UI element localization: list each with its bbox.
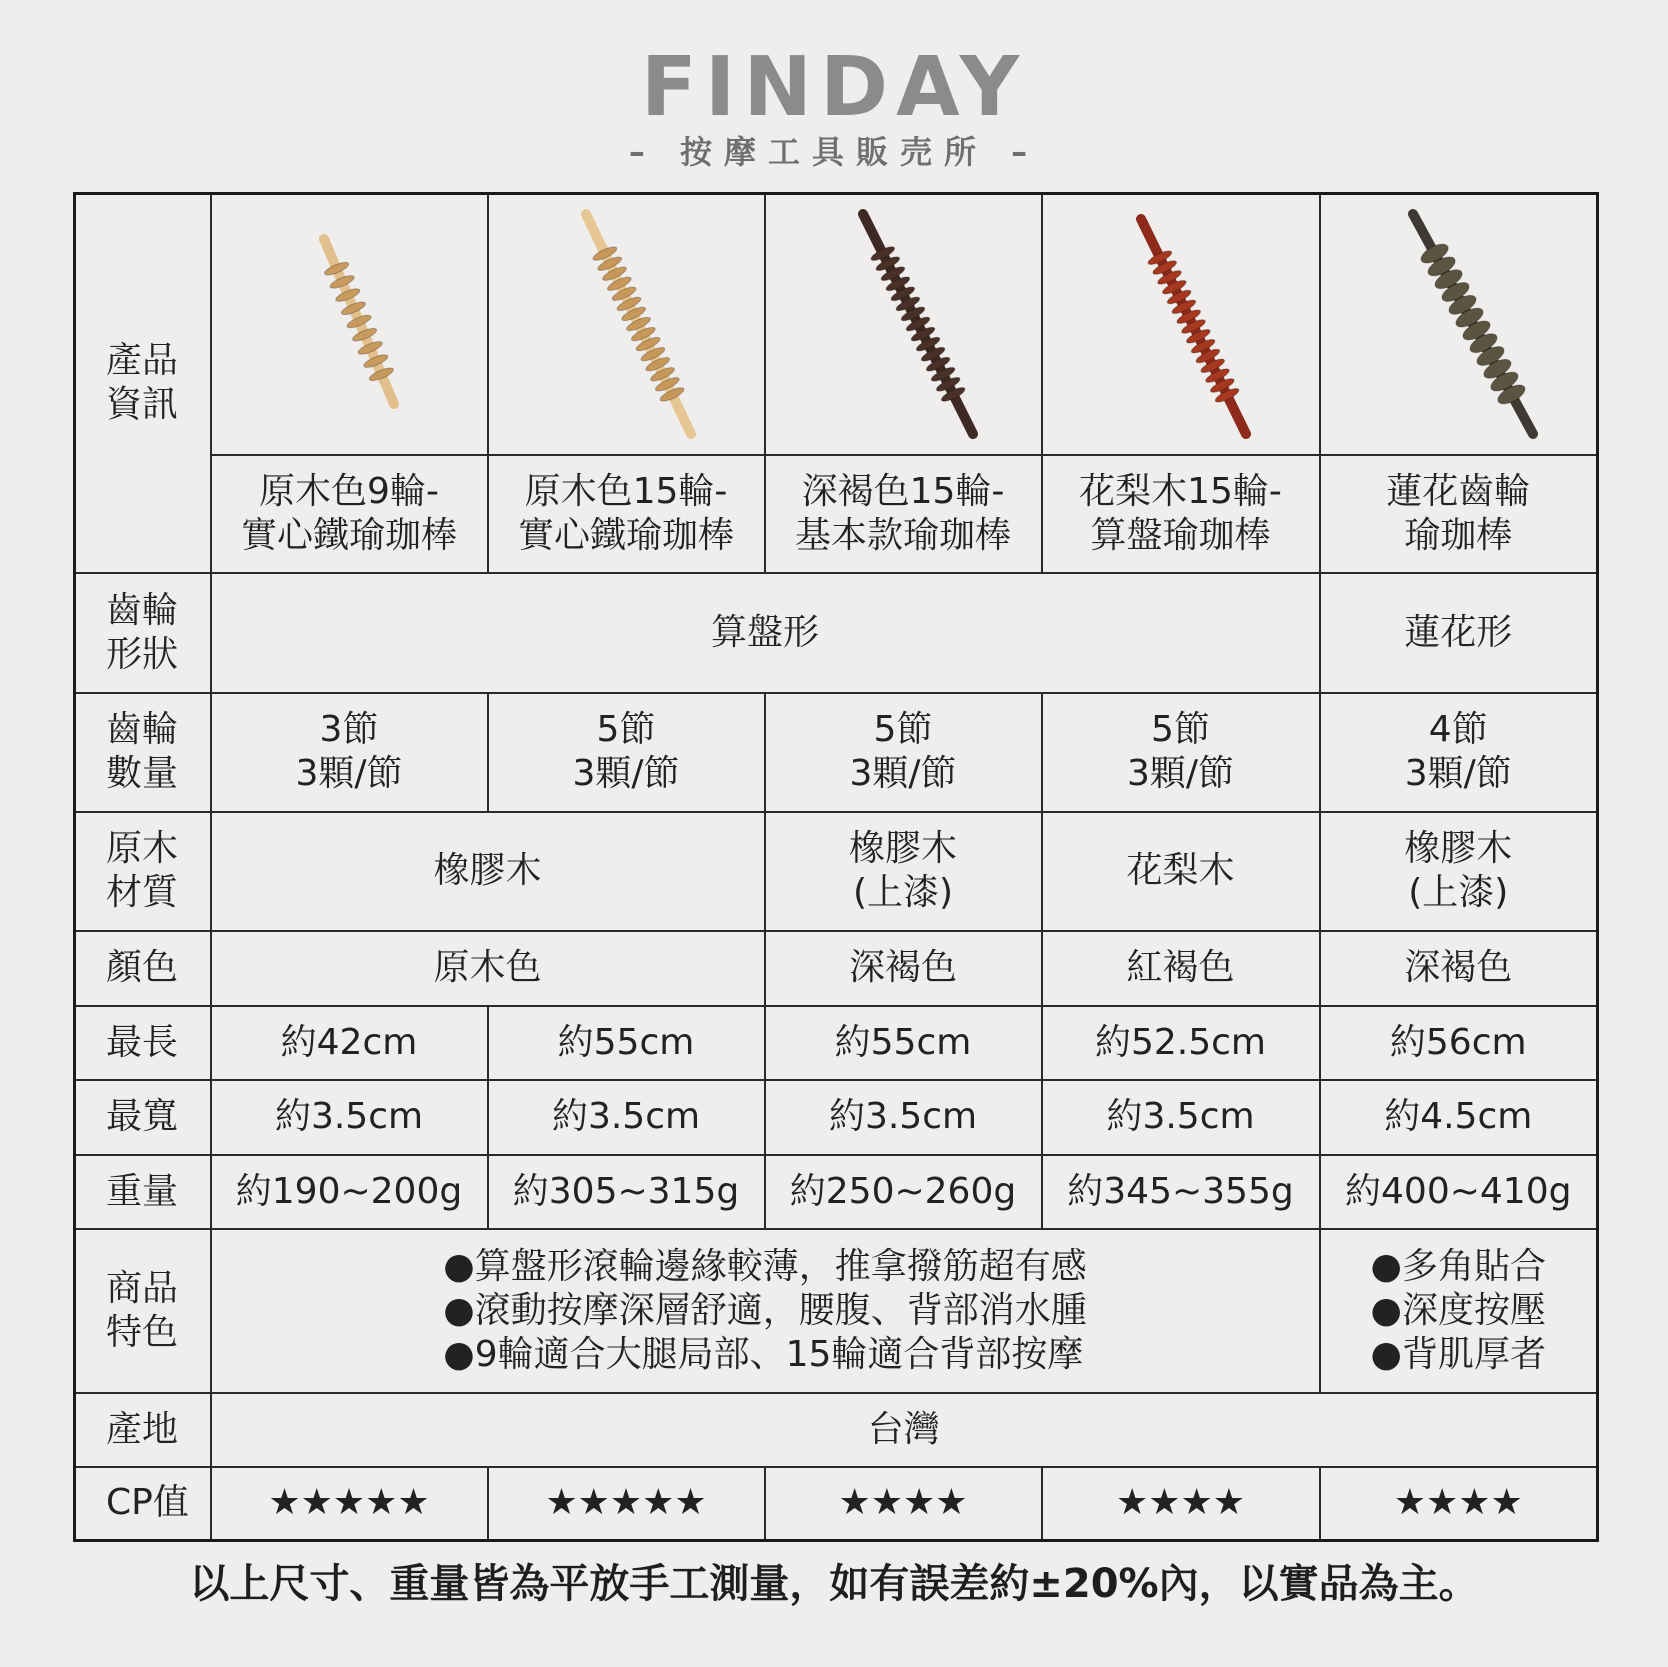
width-value: 約3.5cm xyxy=(488,1080,765,1155)
table-row xyxy=(75,1006,1598,1080)
material-value: 橡膠木 (上漆) xyxy=(765,812,1042,931)
gear-count: 4節 3顆/節 xyxy=(1320,693,1598,812)
table-row xyxy=(75,194,1598,455)
width-value: 約3.5cm xyxy=(211,1080,488,1155)
length-value: 約55cm xyxy=(765,1006,1042,1080)
row-header-weight: 重量 xyxy=(75,1155,211,1229)
feature-item: ●背肌厚者 xyxy=(1370,1333,1546,1375)
feature-item: ●滾動按摩深層舒適，腰腹、背部消水腫 xyxy=(443,1289,1087,1331)
color-value: 深褐色 xyxy=(1320,931,1598,1006)
product-name: 原木色15輪- 實心鐵瑜珈棒 xyxy=(488,455,765,573)
feature-item: ●算盤形滾輪邊緣較薄，推拿撥筋超有感 xyxy=(443,1245,1087,1287)
row-header-cp: CP值 xyxy=(75,1467,211,1541)
gear-count: 5節 3顆/節 xyxy=(765,693,1042,812)
gear-count: 5節 3顆/節 xyxy=(1042,693,1320,812)
cp-rating-stars: ★★★★★ xyxy=(211,1467,488,1541)
weight-value: 約190~200g xyxy=(211,1155,488,1229)
table-row xyxy=(75,693,1598,812)
material-value: 橡膠木 xyxy=(211,812,765,931)
feature-item: ●9輪適合大腿局部、15輪適合背部按摩 xyxy=(443,1333,1084,1375)
color-value: 原木色 xyxy=(211,931,765,1006)
gear-shape-lotus: 蓮花形 xyxy=(1320,573,1598,693)
table-row xyxy=(75,1393,1598,1467)
row-header-product: 產品 資訊 xyxy=(75,194,211,573)
product-image-5 xyxy=(1338,199,1578,449)
width-value: 約3.5cm xyxy=(1042,1080,1320,1155)
length-value: 約55cm xyxy=(488,1006,765,1080)
product-name: 原木色9輪- 實心鐵瑜珈棒 xyxy=(211,455,488,573)
row-header-origin: 產地 xyxy=(75,1393,211,1467)
product-image-3 xyxy=(783,199,1023,449)
product-image-cell xyxy=(211,194,488,455)
brand-logo: FINDAY xyxy=(640,40,1028,135)
table-row xyxy=(75,1080,1598,1155)
width-value: 約4.5cm xyxy=(1320,1080,1598,1155)
product-image-cell xyxy=(1042,194,1320,455)
product-image-cell xyxy=(488,194,765,455)
cp-rating-stars: ★★★★ xyxy=(1042,1467,1320,1541)
features-lotus-cell xyxy=(1320,1229,1598,1393)
weight-value: 約250~260g xyxy=(765,1155,1042,1229)
product-image-4 xyxy=(1061,199,1301,449)
width-value: 約3.5cm xyxy=(765,1080,1042,1155)
weight-value: 約305~315g xyxy=(488,1155,765,1229)
color-value: 紅褐色 xyxy=(1042,931,1320,1006)
product-image-cell xyxy=(765,194,1042,455)
table-row xyxy=(75,573,1598,693)
table-row xyxy=(75,455,1598,573)
feature-item: ●多角貼合 xyxy=(1370,1245,1546,1287)
weight-value: 約345~355g xyxy=(1042,1155,1320,1229)
table-row xyxy=(75,931,1598,1006)
cp-rating-stars: ★★★★ xyxy=(765,1467,1042,1541)
row-header-material: 原木 材質 xyxy=(75,812,211,931)
product-name: 蓮花齒輪 瑜珈棒 xyxy=(1320,455,1598,573)
row-header-length: 最長 xyxy=(75,1006,211,1080)
row-header-width: 最寬 xyxy=(75,1080,211,1155)
product-name: 花梨木15輪- 算盤瑜珈棒 xyxy=(1042,455,1320,573)
length-value: 約52.5cm xyxy=(1042,1006,1320,1080)
comparison-table xyxy=(73,192,1599,1542)
row-header-gear-count: 齒輪 數量 xyxy=(75,693,211,812)
table-row xyxy=(75,1229,1598,1393)
product-image-1 xyxy=(229,199,469,449)
cp-rating-stars: ★★★★ xyxy=(1320,1467,1598,1541)
length-value: 約56cm xyxy=(1320,1006,1598,1080)
table-row xyxy=(75,1467,1598,1541)
table-row xyxy=(75,1155,1598,1229)
gear-count: 3節 3顆/節 xyxy=(211,693,488,812)
row-header-gear-shape: 齒輪 形狀 xyxy=(75,573,211,693)
brand-subtitle: – 按摩工具販売所 – xyxy=(628,133,1040,171)
material-value: 橡膠木 (上漆) xyxy=(1320,812,1598,931)
table-row xyxy=(75,812,1598,931)
length-value: 約42cm xyxy=(211,1006,488,1080)
row-header-color: 顏色 xyxy=(75,931,211,1006)
product-image-cell xyxy=(1320,194,1598,455)
footnote: 以上尺寸、重量皆為平放手工測量，如有誤差約±20%內，以實品為主。 xyxy=(189,1561,1479,1607)
weight-value: 約400~410g xyxy=(1320,1155,1598,1229)
color-value: 深褐色 xyxy=(765,931,1042,1006)
product-name: 深褐色15輪- 基本款瑜珈棒 xyxy=(765,455,1042,573)
feature-item: ●深度按壓 xyxy=(1370,1289,1546,1331)
product-image-2 xyxy=(506,199,746,449)
row-header-features: 商品 特色 xyxy=(75,1229,211,1393)
material-value: 花梨木 xyxy=(1042,812,1320,931)
gear-count: 5節 3顆/節 xyxy=(488,693,765,812)
features-abacus-cell xyxy=(211,1229,1320,1393)
gear-shape-abacus: 算盤形 xyxy=(211,573,1320,693)
origin-value: 台灣 xyxy=(211,1393,1598,1467)
cp-rating-stars: ★★★★★ xyxy=(488,1467,765,1541)
